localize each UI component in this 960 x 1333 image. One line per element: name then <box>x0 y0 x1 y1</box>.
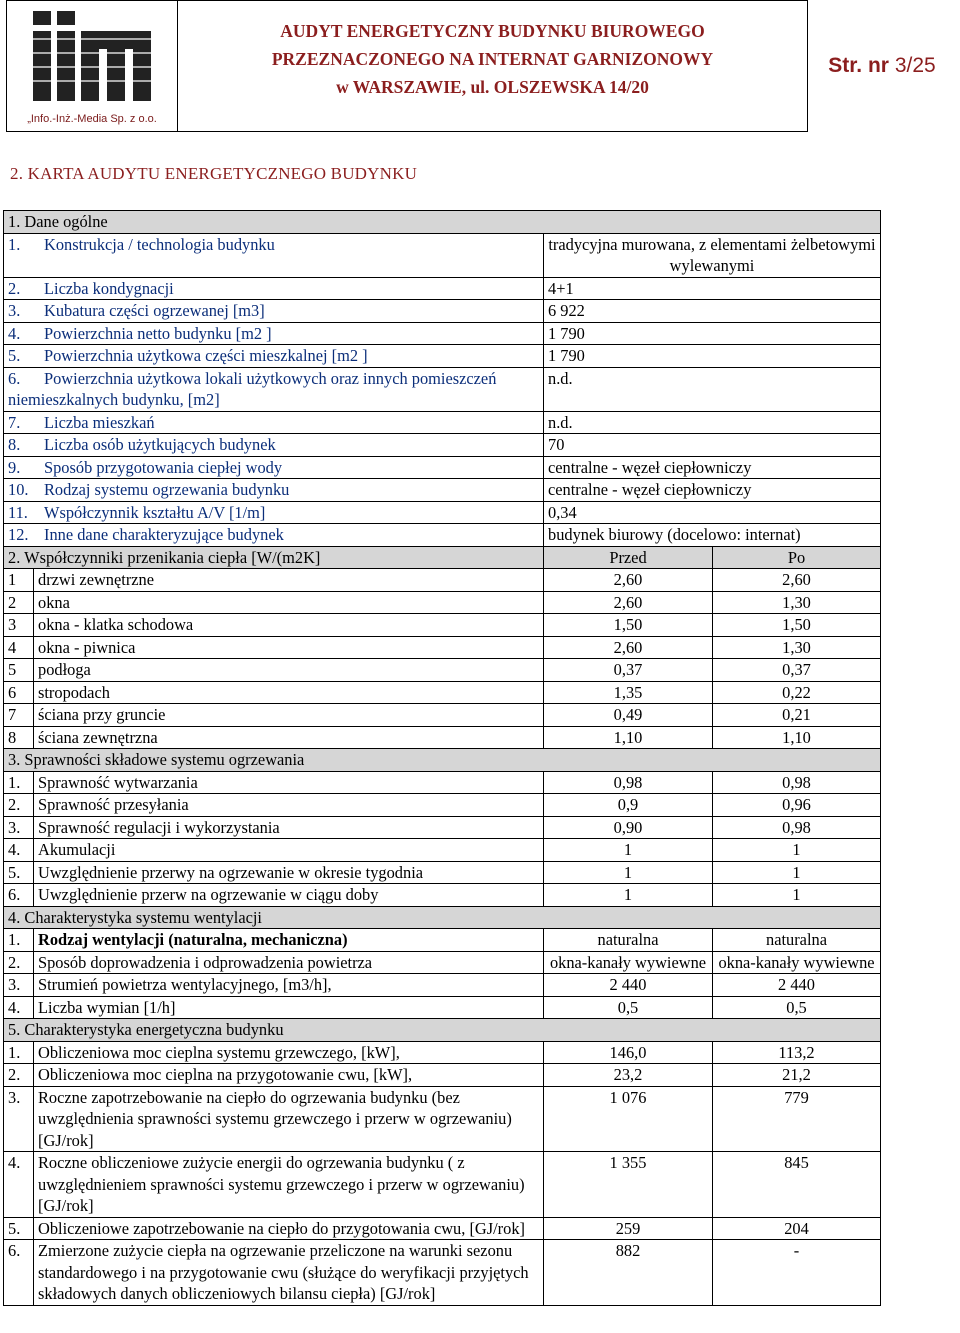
general-row-label <box>4 479 544 502</box>
efficiency-row <box>4 816 881 839</box>
row-number: 4. <box>4 996 34 1019</box>
row-number: 7 <box>4 704 34 727</box>
row-label: Sposób przygotowania ciepłej wody <box>44 457 283 477</box>
row-number: 2. <box>4 951 34 974</box>
iim-logo-icon <box>25 9 159 105</box>
row-label: Akumulacji <box>34 839 544 862</box>
general-row-value: budynek biurowy (docelowo: internat) <box>544 524 881 547</box>
row-number: 2. <box>4 794 34 817</box>
general-row-label <box>4 501 544 524</box>
value-after: 2,60 <box>713 569 881 592</box>
general-row-label <box>4 367 544 411</box>
value-before: 0,5 <box>544 996 713 1019</box>
coefficients-row <box>4 726 881 749</box>
value-before: okna-kanały wywiewne <box>544 951 713 974</box>
row-label: Współczynnik kształtu A/V [1/m] <box>44 502 266 522</box>
value-after: 0,5 <box>713 996 881 1019</box>
general-row-label <box>4 300 544 323</box>
value-after: - <box>713 1240 881 1306</box>
title-line-3: w WARSZAWIE, ul. OLSZEWSKA 14/20 <box>336 77 649 97</box>
energy-row <box>4 1240 881 1306</box>
value-after: 1,30 <box>713 636 881 659</box>
general-row-label <box>4 233 544 277</box>
section-efficiency-heading: 3. Sprawności składowe systemu ogrzewania <box>4 749 881 772</box>
energy-row <box>4 1064 881 1087</box>
general-row-label <box>4 456 544 479</box>
coefficients-row <box>4 569 881 592</box>
value-after: 0,98 <box>713 771 881 794</box>
general-row <box>4 501 881 524</box>
value-before: 1 <box>544 861 713 884</box>
value-after: okna-kanały wywiewne <box>713 951 881 974</box>
row-number: 6. <box>4 884 34 907</box>
value-after: 1,50 <box>713 614 881 637</box>
general-row-value: 6 922 <box>544 300 881 323</box>
ventilation-row <box>4 996 881 1019</box>
audit-card-table <box>3 210 881 1306</box>
row-number: 3. <box>4 974 34 997</box>
col-after-header: Po <box>713 546 881 569</box>
value-before: 1,10 <box>544 726 713 749</box>
logo-caption: „Info.-Inż.-Media Sp. z o.o. <box>27 113 157 125</box>
row-number: 5 <box>4 659 34 682</box>
row-number: 2. <box>4 1064 34 1087</box>
general-row <box>4 479 881 502</box>
row-label: Rodzaj systemu ogrzewania budynku <box>44 480 290 499</box>
general-row <box>4 322 881 345</box>
row-label: Roczne obliczeniowe zużycie energii do ogrzewania budynku ( z uwzględnieniem sprawności systemu grzewczego i przerw w ogrzewaniu) [GJ/rok] <box>34 1152 544 1218</box>
section-energy <box>4 1019 881 1042</box>
general-row-value: n.d. <box>544 411 881 434</box>
value-before: naturalna <box>544 929 713 952</box>
value-after: 1 <box>713 839 881 862</box>
general-row-label <box>4 277 544 300</box>
general-row <box>4 411 881 434</box>
row-label: podłoga <box>34 659 544 682</box>
row-number: 12. <box>8 525 29 544</box>
value-before: 259 <box>544 1217 713 1240</box>
general-row <box>4 233 881 277</box>
general-row-value: centralne - węzeł ciepłowniczy <box>544 479 881 502</box>
row-number: 3. <box>8 301 21 320</box>
coefficients-row <box>4 659 881 682</box>
row-number: 9. <box>8 457 21 477</box>
row-number: 3 <box>4 614 34 637</box>
value-before: 0,9 <box>544 794 713 817</box>
row-label: Powierzchnia użytkowa części mieszkalnej [m2 ] <box>44 346 368 365</box>
value-before: 1,50 <box>544 614 713 637</box>
value-before: 0,37 <box>544 659 713 682</box>
value-after: 0,98 <box>713 816 881 839</box>
value-after: 1,30 <box>713 591 881 614</box>
row-number: 6. <box>4 1240 34 1306</box>
value-before: 2,60 <box>544 636 713 659</box>
row-number: 3. <box>4 816 34 839</box>
general-row-value: 4+1 <box>544 277 881 300</box>
general-row-value: 1 790 <box>544 322 881 345</box>
general-row <box>4 524 881 547</box>
value-before: 1 355 <box>544 1152 713 1218</box>
row-number: 6 <box>4 681 34 704</box>
title-line-1: AUDYT ENERGETYCZNY BUDYNKU BIUROWEGO <box>280 21 705 41</box>
row-number: 3. <box>4 1086 34 1152</box>
section-coefficients <box>4 546 881 569</box>
value-before: 146,0 <box>544 1041 713 1064</box>
value-after: 779 <box>713 1086 881 1152</box>
general-row-label <box>4 411 544 434</box>
general-row-value: n.d. <box>544 367 881 411</box>
row-number: 5. <box>8 346 21 365</box>
row-label: Powierzchnia netto budynku [m2 ] <box>44 323 272 343</box>
row-number: 4 <box>4 636 34 659</box>
page-number-value: 3/25 <box>894 54 936 77</box>
row-label: Liczba mieszkań <box>44 412 155 432</box>
value-after: 113,2 <box>713 1041 881 1064</box>
section-coefficients-heading: 2. Współczynniki przenikania ciepła [W/(m2K] <box>4 546 544 569</box>
energy-row <box>4 1217 881 1240</box>
value-after: 0,96 <box>713 794 881 817</box>
section-energy-heading: 5. Charakterystyka energetyczna budynku <box>4 1019 881 1042</box>
value-after: 21,2 <box>713 1064 881 1087</box>
row-label: drzwi zewnętrzne <box>34 569 544 592</box>
general-row <box>4 456 881 479</box>
document-title <box>178 0 808 132</box>
value-before: 882 <box>544 1240 713 1306</box>
value-before: 1 <box>544 839 713 862</box>
company-logo <box>6 0 178 132</box>
row-label: Sprawność przesyłania <box>34 794 544 817</box>
coefficients-row <box>4 614 881 637</box>
general-row-label <box>4 524 544 547</box>
row-number: 1. <box>4 771 34 794</box>
ventilation-row <box>4 951 881 974</box>
value-after: 0,37 <box>713 659 881 682</box>
row-label: okna <box>34 591 544 614</box>
energy-row <box>4 1152 881 1218</box>
coefficients-row <box>4 636 881 659</box>
value-after: 0,22 <box>713 681 881 704</box>
value-after: 1 <box>713 884 881 907</box>
row-number: 10. <box>8 480 29 499</box>
efficiency-row <box>4 771 881 794</box>
value-after: 1,10 <box>713 726 881 749</box>
value-after: 2 440 <box>713 974 881 997</box>
row-number: 4. <box>4 1152 34 1218</box>
value-after: naturalna <box>713 929 881 952</box>
row-label: okna - klatka schodowa <box>34 614 544 637</box>
ventilation-row <box>4 929 881 952</box>
row-label: Zmierzone zużycie ciepła na ogrzewanie przeliczone na warunki sezonu standardowego i na przygotowanie cwu (służące do weryfikacji przyjętych składowych danych obliczeniowych bilansu ciepła) [GJ/rok] <box>34 1240 544 1306</box>
section-general <box>4 211 881 234</box>
row-number: 8. <box>8 435 21 454</box>
coefficients-row <box>4 704 881 727</box>
general-row-value: 0,34 <box>544 501 881 524</box>
row-label: okna - piwnica <box>34 636 544 659</box>
row-label: Rodzaj wentylacji (naturalna, mechaniczna) <box>34 929 544 952</box>
section-efficiency <box>4 749 881 772</box>
row-label: Uwzględnienie przerwy na ogrzewanie w okresie tygodnia <box>34 861 544 884</box>
value-before: 0,90 <box>544 816 713 839</box>
value-before: 1 <box>544 884 713 907</box>
general-row <box>4 300 881 323</box>
energy-row <box>4 1086 881 1152</box>
section-title: 2. KARTA AUDYTU ENERGETYCZNEGO BUDYNKU <box>10 164 418 183</box>
general-row-value: 70 <box>544 434 881 457</box>
row-number: 11. <box>8 502 28 522</box>
row-label: Powierzchnia użytkowa lokali użytkowych oraz innych pomieszczeń niemieszkalnych budynku, [m2] <box>8 368 497 409</box>
coefficients-row <box>4 591 881 614</box>
section-ventilation <box>4 906 881 929</box>
row-label: Konstrukcja / technologia budynku <box>44 234 275 254</box>
row-label: ściana zewnętrzna <box>34 726 544 749</box>
row-number: 6. <box>8 368 21 388</box>
row-label: Liczba wymian [1/h] <box>34 996 544 1019</box>
general-row <box>4 277 881 300</box>
row-label: ściana przy gruncie <box>34 704 544 727</box>
value-before: 23,2 <box>544 1064 713 1087</box>
row-number: 2 <box>4 591 34 614</box>
value-before: 1 076 <box>544 1086 713 1152</box>
section-general-heading: 1. Dane ogólne <box>4 211 881 234</box>
general-row-label <box>4 345 544 368</box>
row-number: 1 <box>4 569 34 592</box>
value-before: 1,35 <box>544 681 713 704</box>
page-number <box>808 0 956 132</box>
row-number: 1. <box>4 1041 34 1064</box>
row-number: 4. <box>4 839 34 862</box>
efficiency-row <box>4 794 881 817</box>
general-row-value: tradycyjna murowana, z elementami żelbetowymi wylewanymi <box>544 233 881 277</box>
row-label: Obliczeniowa moc cieplna systemu grzewczego, [kW], <box>34 1041 544 1064</box>
page-label: Str. nr <box>828 54 895 77</box>
general-row <box>4 434 881 457</box>
title-line-2: PRZEZNACZONEGO NA INTERNAT GARNIZONOWY <box>271 49 714 69</box>
general-row-label <box>4 434 544 457</box>
general-row-value: centralne - węzeł ciepłowniczy <box>544 456 881 479</box>
row-number: 8 <box>4 726 34 749</box>
row-number: 4. <box>8 323 21 343</box>
section-ventilation-heading: 4. Charakterystyka systemu wentylacji <box>4 906 881 929</box>
row-label: Sposób doprowadzenia i odprowadzenia powietrza <box>34 951 544 974</box>
efficiency-row <box>4 861 881 884</box>
general-row-value: 1 790 <box>544 345 881 368</box>
value-after: 1 <box>713 861 881 884</box>
row-label: Obliczeniowe zapotrzebowanie na ciepło do przygotowania cwu, [GJ/rok] <box>34 1217 544 1240</box>
row-label: Liczba kondygnacji <box>44 278 174 298</box>
row-label: Roczne zapotrzebowanie na ciepło do ogrzewania budynku (bez uwzględnienia sprawności systemu grzewczego i przerw w ogrzewaniu) [GJ/rok] <box>34 1086 544 1152</box>
row-number: 5. <box>4 1217 34 1240</box>
efficiency-row <box>4 839 881 862</box>
row-number: 2. <box>8 278 21 298</box>
ventilation-row <box>4 974 881 997</box>
value-before: 2,60 <box>544 569 713 592</box>
row-label: Inne dane charakteryzujące budynek <box>44 525 284 544</box>
row-label: Obliczeniowa moc cieplna na przygotowanie cwu, [kW], <box>34 1064 544 1087</box>
general-row-label <box>4 322 544 345</box>
general-row <box>4 367 881 411</box>
row-label: Sprawność wytwarzania <box>34 771 544 794</box>
value-after: 204 <box>713 1217 881 1240</box>
row-number: 7. <box>8 412 21 432</box>
row-label: Kubatura części ogrzewanej [m3] <box>44 301 265 320</box>
value-before: 0,98 <box>544 771 713 794</box>
value-before: 2,60 <box>544 591 713 614</box>
row-number: 1. <box>8 234 21 254</box>
value-before: 2 440 <box>544 974 713 997</box>
row-label: Sprawność regulacji i wykorzystania <box>34 816 544 839</box>
efficiency-row <box>4 884 881 907</box>
coefficients-row <box>4 681 881 704</box>
value-before: 0,49 <box>544 704 713 727</box>
row-number: 1. <box>4 929 34 952</box>
row-label: Strumień powietrza wentylacyjnego, [m3/h], <box>34 974 544 997</box>
row-label: Liczba osób użytkujących budynek <box>44 435 276 454</box>
col-before-header: Przed <box>544 546 713 569</box>
row-label: Uwzględnienie przerw na ogrzewanie w ciągu doby <box>34 884 544 907</box>
value-after: 0,21 <box>713 704 881 727</box>
row-number: 5. <box>4 861 34 884</box>
energy-row <box>4 1041 881 1064</box>
value-after: 845 <box>713 1152 881 1218</box>
row-label: stropodach <box>34 681 544 704</box>
general-row <box>4 345 881 368</box>
